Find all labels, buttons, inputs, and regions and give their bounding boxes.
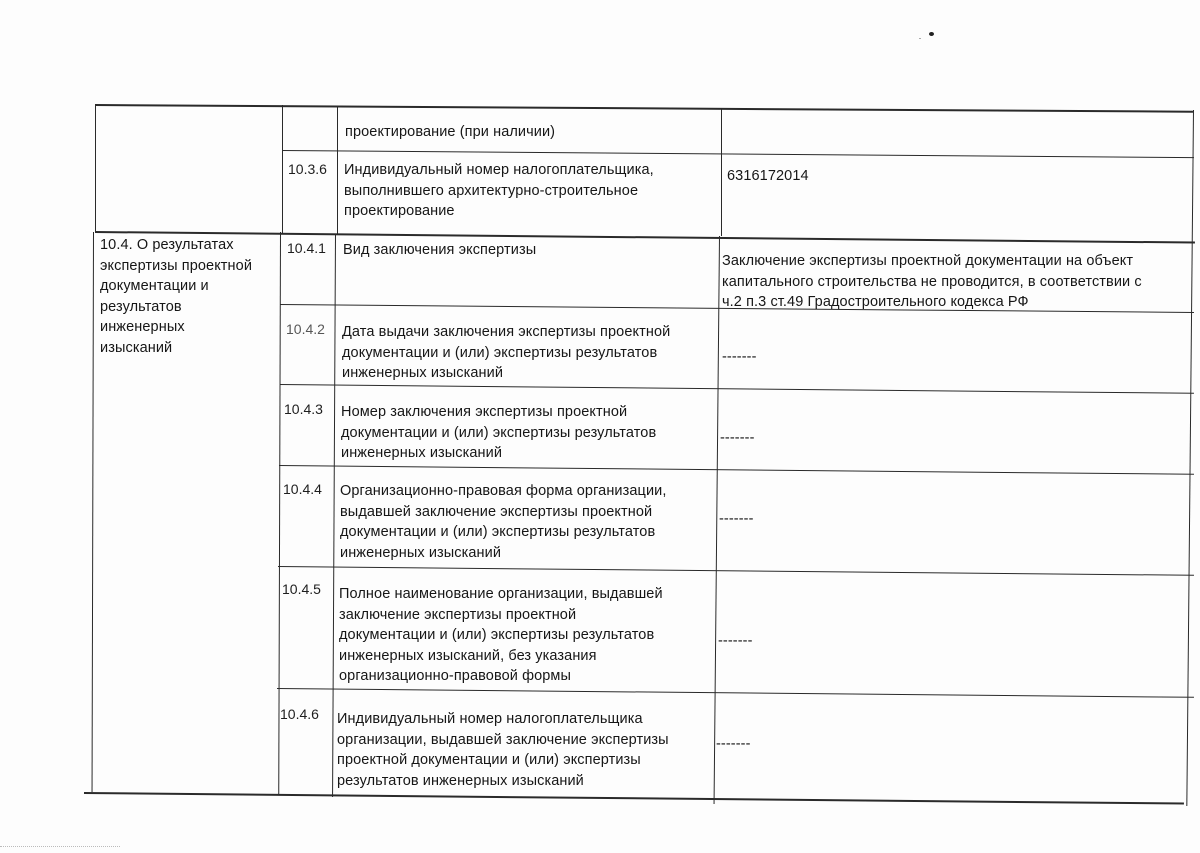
scan-noise bbox=[0, 846, 120, 853]
column-divider-description bbox=[721, 108, 722, 236]
row-divider bbox=[280, 384, 1194, 394]
row-code: 10.4.5 bbox=[282, 581, 321, 597]
row-divider bbox=[279, 465, 1194, 475]
row-value: ------- bbox=[722, 349, 757, 365]
column-divider-code bbox=[332, 234, 336, 797]
row-code: 10.4.1 bbox=[287, 240, 326, 256]
section-title: 10.4. О результатах экспертизы проектной документации и результатов инженерных изысканий bbox=[100, 237, 253, 356]
row-value: 6316172014 bbox=[727, 168, 809, 184]
row-code: 10.4.2 bbox=[286, 321, 325, 337]
row-description: Вид заключения экспертизы bbox=[343, 242, 537, 258]
table-border-left bbox=[95, 104, 96, 232]
row-value: ------- bbox=[718, 633, 753, 649]
row-description: Индивидуальный номер налогоплательщика организации, выдавшей заключение экспертизы проектной документации и (или) экспертизы результатов инженерных изысканий bbox=[337, 711, 669, 789]
row-code: 10.4.6 bbox=[280, 706, 319, 722]
column-divider-code bbox=[337, 106, 338, 234]
table-border-top bbox=[95, 104, 1193, 112]
table-border-left bbox=[92, 232, 95, 792]
table-border-bottom bbox=[84, 792, 1184, 804]
row-description: Дата выдачи заключения экспертизы проектной документации и (или) экспертизы результатов инженерных изысканий bbox=[342, 324, 671, 381]
column-divider-section bbox=[282, 105, 283, 233]
row-divider bbox=[282, 150, 1194, 159]
row-value: Заключение экспертизы проектной документации на объект капитального строительства не проводится, в соответствии с ч.2 п.3 ст.49 Градостроительного кодекса РФ bbox=[722, 253, 1142, 310]
row-divider bbox=[278, 566, 1194, 576]
row-description: Индивидуальный номер налогоплательщика, выполнившего архитектурно-строительное проектирование bbox=[344, 162, 654, 219]
row-code: 10.4.3 bbox=[284, 401, 323, 417]
row-value: ------- bbox=[719, 511, 754, 527]
scan-speck bbox=[919, 38, 921, 39]
row-value: ------- bbox=[720, 430, 755, 446]
row-code: 10.3.6 bbox=[288, 161, 327, 177]
row-description: Полное наименование организации, выдавшей заключение экспертизы проектной документации и (или) экспертизы результатов инженерных изысканий, без указания организационно-правовой формы bbox=[339, 586, 663, 684]
row-divider bbox=[277, 688, 1194, 698]
table-border-right bbox=[1186, 110, 1194, 806]
scan-speck bbox=[929, 32, 934, 36]
row-description: Организационно-правовая форма организации, выдавшей заключение экспертизы проектной документации и (или) экспертизы результатов инженерных изысканий bbox=[340, 483, 667, 561]
row-description: проектирование (при наличии) bbox=[345, 124, 556, 140]
row-code: 10.4.4 bbox=[283, 481, 322, 497]
row-value: ------- bbox=[716, 736, 751, 752]
row-description: Номер заключения экспертизы проектной документации и (или) экспертизы результатов инженерных изысканий bbox=[341, 404, 657, 461]
